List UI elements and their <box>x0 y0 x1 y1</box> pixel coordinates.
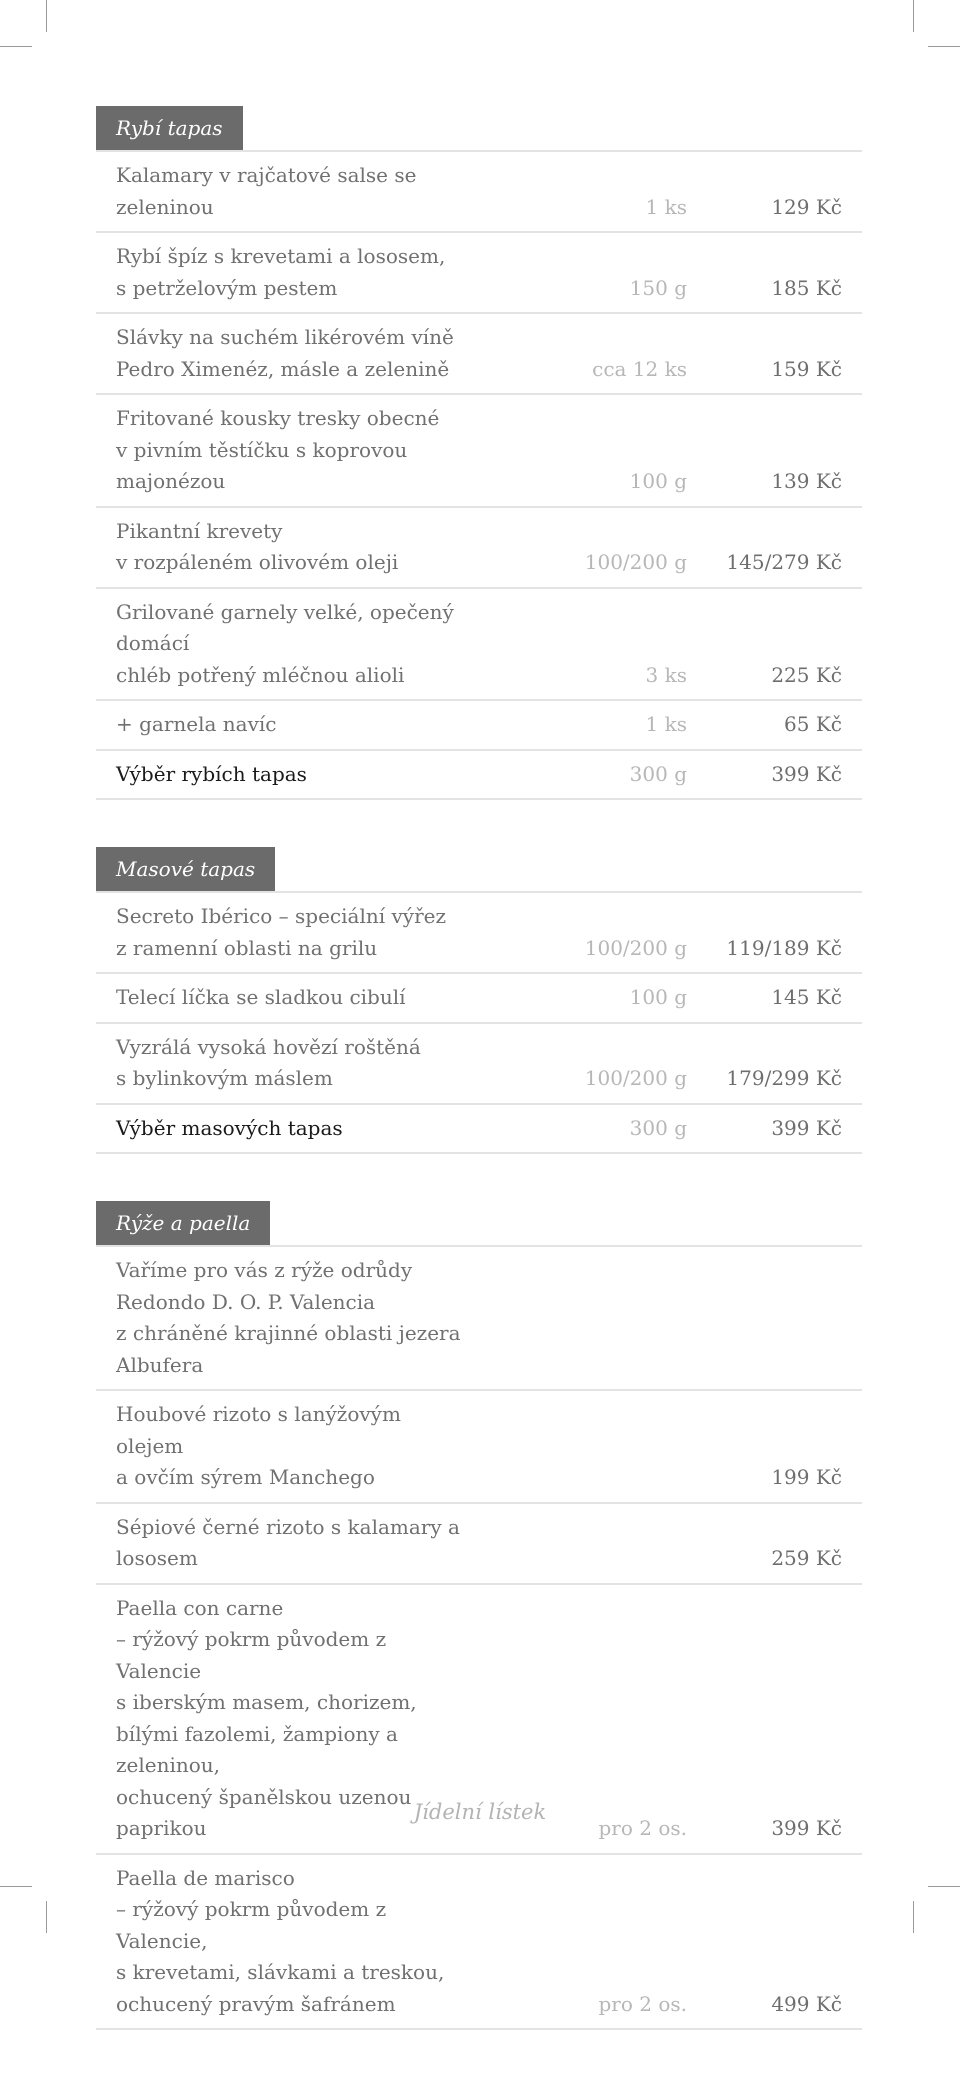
menu-item-quantity: 3 ks <box>645 662 687 687</box>
menu-item-name: Slávky na suchém likérovém víně Pedro Ximenéz, másle a zelenině <box>116 325 454 381</box>
crop-mark <box>0 46 32 47</box>
menu-item-quantity: pro 2 os. <box>598 1816 687 1840</box>
menu-item-name: Výběr masových tapas <box>116 1115 343 1140</box>
menu-item-list <box>96 891 862 1154</box>
menu-item <box>96 749 862 801</box>
menu-item <box>96 312 862 393</box>
menu-item-list <box>96 1245 862 2030</box>
menu-item-quantity: 1 ks <box>645 712 687 736</box>
menu-item-price: 129 Kč <box>771 194 842 219</box>
menu-item-quantity: 100/200 g <box>584 550 687 574</box>
menu-item-name: + garnela navíc <box>116 712 277 736</box>
menu-item-name: Fritované kousky tresky obecné v pivním těstíčku s koprovou majonézou <box>116 406 440 493</box>
page-footer: Jídelní lístek <box>413 1800 547 1824</box>
crop-mark <box>0 1886 32 1887</box>
menu-item <box>96 891 862 972</box>
menu-item-name: Telecí líčka se sladkou cibulí <box>116 985 406 1009</box>
menu-item-price: 399 Kč <box>771 1115 842 1140</box>
menu-item-name: Paella de marisco – rýžový pokrm původem z Valencie, s krevetami, slávkami a treskou, ochucený pravým šafránem <box>116 1865 445 2016</box>
menu-item-price: 145 Kč <box>771 985 842 1009</box>
menu-item-price: 139 Kč <box>771 469 842 493</box>
crop-mark <box>928 1886 960 1887</box>
menu-item-name: Kalamary v rajčatové salse se zeleninou <box>116 163 417 219</box>
menu-item-quantity: 100/200 g <box>584 935 687 960</box>
menu-item-name: Výběr rybích tapas <box>116 761 307 786</box>
menu-item <box>96 150 862 231</box>
menu-item <box>96 1022 862 1103</box>
menu-item-price: 399 Kč <box>771 761 842 786</box>
menu-item <box>96 231 862 312</box>
menu-section <box>96 106 862 800</box>
menu-item-quantity: 100/200 g <box>584 1066 687 1090</box>
menu-item <box>96 972 862 1022</box>
menu-item-quantity: 300 g <box>629 1115 687 1140</box>
menu-item-quantity: 100 g <box>629 469 687 493</box>
menu-item-name: Rybí špíz s krevetami a lososem, s petrželovým pestem <box>116 244 446 300</box>
menu-item-quantity: 100 g <box>629 985 687 1009</box>
menu-item-price: 119/189 Kč <box>726 935 842 960</box>
menu-item-name: Houbové rizoto s lanýžovým olejem a ovčím sýrem Manchego <box>116 1402 401 1489</box>
crop-mark <box>46 0 47 32</box>
menu-item <box>96 1853 862 2031</box>
menu-item <box>96 699 862 749</box>
menu-item <box>96 1103 862 1155</box>
menu-item-quantity: 300 g <box>629 761 687 786</box>
menu-item-quantity: 150 g <box>629 275 687 300</box>
menu-item <box>96 506 862 587</box>
menu-item-price: 399 Kč <box>771 1816 842 1840</box>
menu-item-price: 159 Kč <box>771 356 842 381</box>
crop-mark <box>913 0 914 32</box>
menu-item-price: 259 Kč <box>771 1546 842 1570</box>
menu <box>96 106 862 2077</box>
menu-item-name: Vyzrálá vysoká hovězí roštěná s bylinkovým máslem <box>116 1034 421 1090</box>
menu-item-name: Vaříme pro vás z rýže odrůdy Redondo D. O. P. Valencia z chráněné krajinné oblasti jezera Albufera <box>116 1258 461 1377</box>
menu-item-price: 145/279 Kč <box>726 550 842 574</box>
menu-item <box>96 1389 862 1502</box>
menu-item-name: Secreto Ibérico – speciální výřez z ramenní oblasti na grilu <box>116 904 447 960</box>
section-title: Rýže a paella <box>96 1201 270 1245</box>
crop-mark <box>913 1901 914 1933</box>
crop-mark <box>46 1901 47 1933</box>
menu-item <box>96 1245 862 1389</box>
menu-item-name: Pikantní krevety v rozpáleném olivovém oleji <box>116 518 399 574</box>
section-title: Masové tapas <box>96 847 275 891</box>
menu-item-quantity: cca 12 ks <box>592 356 687 381</box>
menu-item <box>96 1502 862 1583</box>
menu-item-name: Grilované garnely velké, opečený domácí chléb potřený mléčnou alioli <box>116 599 454 687</box>
menu-section <box>96 847 862 1154</box>
menu-section <box>96 1201 862 2030</box>
menu-item <box>96 393 862 506</box>
section-title: Rybí tapas <box>96 106 243 150</box>
menu-item-price: 199 Kč <box>771 1465 842 1489</box>
menu-item-price: 179/299 Kč <box>726 1066 842 1090</box>
menu-item-name: Sépiové černé rizoto s kalamary a lososem <box>116 1514 460 1570</box>
menu-item <box>96 587 862 700</box>
menu-item-quantity: 1 ks <box>645 194 687 219</box>
menu-item-price: 65 Kč <box>784 712 842 736</box>
crop-mark <box>928 46 960 47</box>
menu-item-list <box>96 150 862 800</box>
menu-item-price: 185 Kč <box>771 275 842 300</box>
menu-item-price: 225 Kč <box>771 662 842 687</box>
menu-item-price: 499 Kč <box>771 1991 842 2016</box>
menu-item-quantity: pro 2 os. <box>598 1991 687 2016</box>
menu-item-name: Paella con carne – rýžový pokrm původem z Valencie s iberským masem, chorizem, bílými fazolemi, žampiony a zeleninou, ochucený španělskou uzenou paprikou <box>116 1595 417 1840</box>
